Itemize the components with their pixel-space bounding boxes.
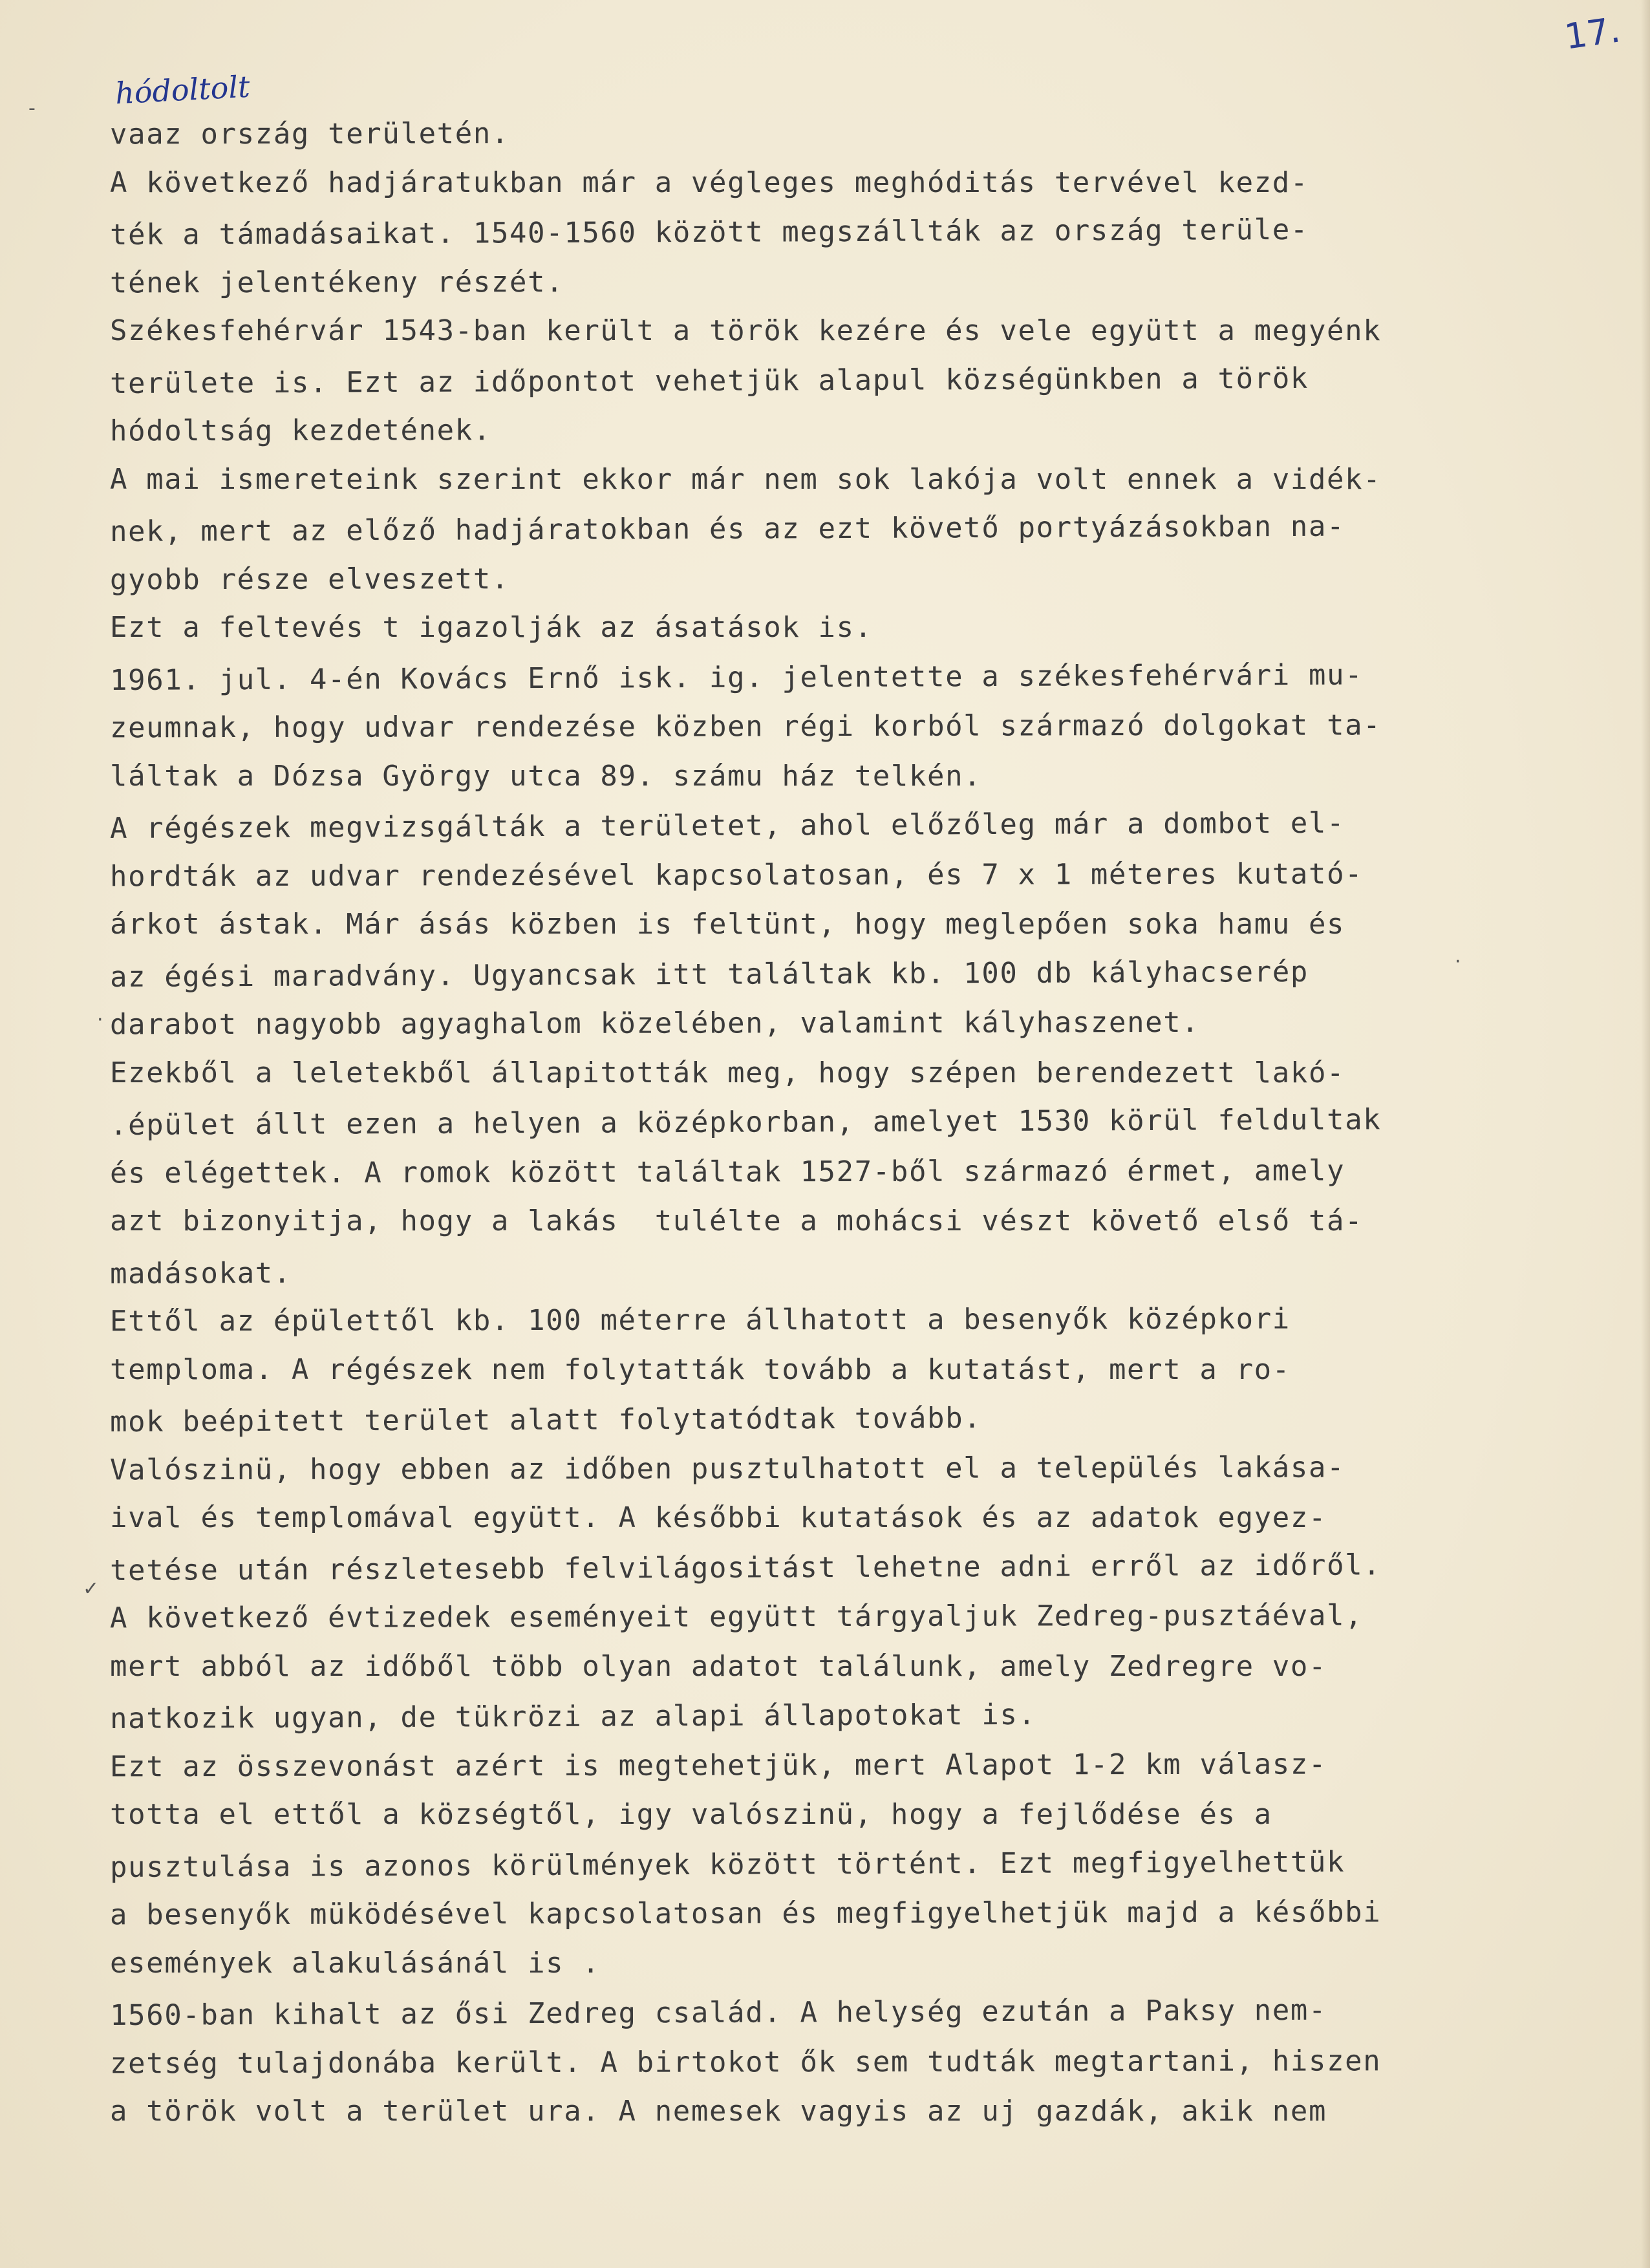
text-line: azt bizonyitja, hogy a lakás tulélte a mohácsi vészt követő első tá- — [110, 1204, 1364, 1237]
text-line: Ezekből a leletekből állapitották meg, hogy szépen berendezett lakó- — [110, 1056, 1345, 1089]
text-line: és elégettek. A romok között találtak 1527-ből származó érmet, amely — [109, 1153, 1345, 1190]
text-line: natkozik ugyan, de tükrözi az alapi állapotokat is. — [109, 1698, 1036, 1735]
page-number: 17. — [1562, 9, 1623, 58]
text-line: ival és templomával együtt. A későbbi kutatások és az adatok egyez- — [110, 1501, 1327, 1534]
text-line: .épület állt ezen a helyen a középkorban, amelyet 1530 körül feldultak — [109, 1103, 1382, 1142]
text-line: hódoltság kezdetének. — [109, 414, 491, 448]
text-line: darabot nagyobb agyaghalom közelében, valamint kályhaszenet. — [109, 1005, 1200, 1042]
text-line: Székesfehérvár 1543-ban került a török kezére és vele együtt a megyénk — [110, 314, 1382, 347]
text-line: vaaz ország területén. — [109, 117, 510, 151]
text-line: hordták az udvar rendezésével kapcsolatosan, és 7 x 1 méteres kutató- — [109, 857, 1364, 893]
text-line: Ezt a feltevés t igazolják az ásatások is. — [110, 611, 873, 644]
text-line: nek, mert az előző hadjáratokban és az ezt követő portyázásokban na- — [109, 509, 1345, 548]
margin-mark: · — [1455, 950, 1461, 973]
text-line: pusztulása is azonos körülmények között történt. Ezt megfigyelhettük — [109, 1845, 1345, 1884]
text-line: tetése után részletesebb felvilágositást lehetne adni erről az időről. — [109, 1548, 1382, 1587]
handwritten-insert: hódoltolt — [114, 69, 251, 111]
text-line: 1961. jul. 4-én Kovács Ernő isk. ig. jelentette a székesfehérvári mu- — [109, 658, 1364, 697]
text-line: temploma. A régészek nem folytatták tovább a kutatást, mert a ro- — [110, 1353, 1291, 1386]
text-line: a besenyők müködésével kapcsolatosan és megfigyelhetjük majd a későbbi — [109, 1896, 1382, 1932]
text-line: a török volt a terület ura. A nemesek vagyis az uj gazdák, akik nem — [110, 2095, 1327, 2128]
text-line: zetség tulajdonába került. A birtokot ők sem tudták megtartani, hiszen — [109, 2044, 1382, 2080]
text-line: A régészek megvizsgálták a területet, ahol előzőleg már a dombot el- — [109, 806, 1345, 845]
text-line: Valószinü, hogy ebben az időben pusztulhatott el a település lakása- — [109, 1450, 1345, 1486]
text-line: mok beépitett terület alatt folytatódtak tovább. — [109, 1402, 982, 1439]
text-line: az égési maradvány. Ugyancsak itt találtak kb. 100 db kályhacserép — [109, 955, 1309, 994]
margin-mark: · — [97, 1009, 103, 1031]
text-line: 1560-ban kihalt az ősi Zedreg család. A helység ezután a Paksy nem- — [109, 1993, 1327, 2032]
text-line: Ezt az összevonást azért is megtehetjük, mert Alapot 1-2 km válasz- — [109, 1747, 1327, 1783]
text-line: gyobb része elveszett. — [109, 562, 510, 596]
text-line: A mai ismereteink szerint ekkor már nem sok lakója volt ennek a vidék- — [110, 462, 1382, 496]
text-line: mert abból az időből több olyan adatot találunk, amely Zedregre vo- — [110, 1649, 1327, 1683]
text-line: madásokat. — [109, 1256, 292, 1290]
text-line: zeumnak, hogy udvar rendezése közben régi korból származó dolgokat ta- — [109, 709, 1382, 745]
text-line: tének jelentékeny részét. — [109, 265, 564, 299]
text-line: Ettől az épülettől kb. 100 méterre állhatott a besenyők középkori — [109, 1302, 1291, 1338]
page-edge-shadow — [1641, 0, 1650, 2268]
text-line: árkot ástak. Már ásás közben is feltünt, hogy meglepően soka hamu és — [110, 908, 1345, 941]
margin-mark: - — [28, 97, 36, 120]
text-line: események alakulásánál is . — [110, 1946, 601, 1980]
text-line: ték a támadásaikat. 1540-1560 között megszállták az ország terüle- — [109, 213, 1309, 251]
margin-mark: ✓ — [83, 1578, 100, 1600]
typewritten-text — [110, 109, 1584, 2137]
text-line: láltak a Dózsa György utca 89. számu ház telkén. — [110, 759, 982, 793]
text-line: totta el ettől a községtől, igy valószinü, hogy a fejlődése és a — [110, 1798, 1272, 1831]
text-line: területe is. Ezt az időpontot vehetjük alapul községünkben a török — [109, 361, 1309, 400]
text-line: A következő hadjáratukban már a végleges meghóditás tervével kezd- — [110, 166, 1309, 199]
text-line: A következő évtizedek eseményeit együtt tárgyaljuk Zedreg-pusztáéval, — [109, 1599, 1364, 1635]
